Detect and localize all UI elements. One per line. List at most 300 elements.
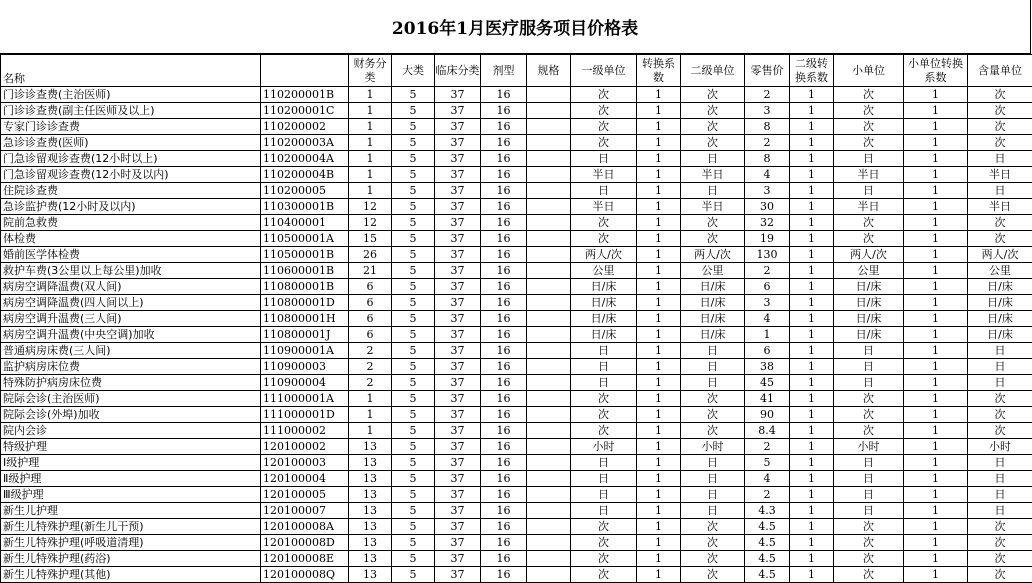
column-header: 转换系数 — [637, 55, 681, 87]
table-cell: 次 — [968, 423, 1032, 439]
table-cell: 37 — [435, 359, 481, 375]
table-cell: 次 — [968, 119, 1032, 135]
table-cell: 1 — [790, 503, 834, 519]
table-cell: 1 — [790, 199, 834, 215]
table-cell: 1 — [637, 439, 681, 455]
table-cell: 5 — [392, 439, 435, 455]
table-cell: 5 — [392, 503, 435, 519]
table-cell: 次 — [834, 119, 904, 135]
table-cell: 门急诊留观诊查费(12小时以上) — [1, 151, 261, 167]
page-title: 2016年1月医疗服务项目价格表 — [0, 0, 1031, 54]
table-cell: 日 — [571, 183, 637, 199]
table-cell: 1 — [790, 439, 834, 455]
table-cell: 110200001B — [261, 87, 349, 103]
table-cell: 日 — [834, 471, 904, 487]
table-cell: 1 — [904, 103, 968, 119]
table-cell: 急诊诊查费(医师) — [1, 135, 261, 151]
table-cell: 1 — [790, 183, 834, 199]
table-cell: 16 — [481, 455, 527, 471]
table-cell: 次 — [571, 519, 637, 535]
table-row — [1, 567, 1032, 583]
table-cell: 110800001D — [261, 295, 349, 311]
table-cell: 1 — [349, 119, 392, 135]
table-cell — [527, 215, 571, 231]
table-cell: 1 — [790, 343, 834, 359]
table-cell: 130 — [745, 247, 790, 263]
table-cell: 21 — [349, 263, 392, 279]
table-cell: 120100007 — [261, 503, 349, 519]
table-cell: 37 — [435, 455, 481, 471]
column-header: 小单位转换系数 — [904, 55, 968, 87]
table-cell: 日 — [968, 343, 1032, 359]
table-cell: 1 — [637, 215, 681, 231]
table-cell: 日/床 — [681, 295, 745, 311]
table-cell: 41 — [745, 391, 790, 407]
table-cell: 5 — [392, 327, 435, 343]
table-cell: 日 — [968, 151, 1032, 167]
table-cell: 日/床 — [834, 327, 904, 343]
table-cell: 1 — [904, 215, 968, 231]
table-cell: 1 — [904, 423, 968, 439]
column-header: 含量单位 — [968, 55, 1032, 87]
table-cell: 5 — [392, 135, 435, 151]
table-cell — [527, 119, 571, 135]
table-row — [1, 423, 1032, 439]
table-cell: 1 — [904, 391, 968, 407]
table-cell: 次 — [681, 535, 745, 551]
table-cell: 1 — [790, 471, 834, 487]
table-cell: 1 — [637, 87, 681, 103]
table-cell: 16 — [481, 103, 527, 119]
table-cell: 110400001 — [261, 215, 349, 231]
table-cell — [527, 455, 571, 471]
table-cell: 2 — [745, 87, 790, 103]
table-cell: 120100008E — [261, 551, 349, 567]
table-cell: 1 — [637, 343, 681, 359]
table-cell: 日/床 — [571, 327, 637, 343]
table-cell: 6 — [349, 295, 392, 311]
table-cell: 次 — [571, 391, 637, 407]
table-cell: 37 — [435, 503, 481, 519]
table-cell: 1 — [637, 551, 681, 567]
table-cell: 日 — [834, 455, 904, 471]
table-cell: 半日 — [681, 199, 745, 215]
table-cell: 1 — [904, 327, 968, 343]
table-cell: 日 — [571, 151, 637, 167]
table-cell: 日 — [571, 359, 637, 375]
table-cell: 5 — [745, 455, 790, 471]
table-cell: 次 — [834, 215, 904, 231]
table-cell: 37 — [435, 215, 481, 231]
table-cell: 次 — [681, 215, 745, 231]
table-cell: 90 — [745, 407, 790, 423]
table-cell: 5 — [392, 103, 435, 119]
table-cell: 日 — [681, 487, 745, 503]
table-cell: 16 — [481, 519, 527, 535]
table-cell: 1 — [349, 183, 392, 199]
table-row — [1, 503, 1032, 519]
table-cell: 1 — [904, 311, 968, 327]
table-cell: 半日 — [834, 199, 904, 215]
table-cell: 37 — [435, 391, 481, 407]
table-cell: 37 — [435, 119, 481, 135]
column-header: 一级单位 — [571, 55, 637, 87]
table-cell: 日/床 — [968, 279, 1032, 295]
table-cell: 110500001B — [261, 247, 349, 263]
table-cell: 急诊监护费(12小时及以内) — [1, 199, 261, 215]
table-cell: 37 — [435, 263, 481, 279]
table-cell: 1 — [349, 103, 392, 119]
table-row — [1, 279, 1032, 295]
table-cell: 37 — [435, 439, 481, 455]
table-cell: 110200001C — [261, 103, 349, 119]
table-cell: 6 — [745, 343, 790, 359]
table-cell: 13 — [349, 503, 392, 519]
table-cell: 16 — [481, 487, 527, 503]
table-row — [1, 471, 1032, 487]
table-cell: 日 — [968, 503, 1032, 519]
table-cell: 37 — [435, 471, 481, 487]
table-cell: 1 — [904, 535, 968, 551]
table-cell: 120100004 — [261, 471, 349, 487]
table-cell: 1 — [349, 135, 392, 151]
table-cell: 13 — [349, 455, 392, 471]
table-cell — [527, 391, 571, 407]
table-cell: 次 — [681, 119, 745, 135]
table-cell: 5 — [392, 119, 435, 135]
table-cell: 1 — [637, 199, 681, 215]
table-cell: 110200002 — [261, 119, 349, 135]
table-cell: 新生儿护理 — [1, 503, 261, 519]
table-cell: 1 — [790, 87, 834, 103]
table-cell: 次 — [571, 215, 637, 231]
table-cell: 1 — [790, 263, 834, 279]
table-cell: 普通病房床费(三人间) — [1, 343, 261, 359]
table-cell: 110600001B — [261, 263, 349, 279]
table-cell: 1 — [790, 391, 834, 407]
table-cell: 16 — [481, 551, 527, 567]
table-cell — [527, 423, 571, 439]
table-cell: 5 — [392, 215, 435, 231]
table-cell — [527, 199, 571, 215]
table-cell: 日 — [834, 503, 904, 519]
table-cell: 26 — [349, 247, 392, 263]
table-cell: 次 — [681, 87, 745, 103]
table-cell — [527, 519, 571, 535]
table-cell: 5 — [392, 151, 435, 167]
table-cell: 1 — [790, 407, 834, 423]
table-cell: 1 — [790, 119, 834, 135]
table-cell: 公里 — [681, 263, 745, 279]
table-cell: 2 — [745, 135, 790, 151]
table-cell: 16 — [481, 183, 527, 199]
table-row — [1, 359, 1032, 375]
table-cell: 日/床 — [681, 327, 745, 343]
table-cell: 120100003 — [261, 455, 349, 471]
table-cell: 日/床 — [834, 311, 904, 327]
table-cell: 1 — [637, 151, 681, 167]
table-cell: 次 — [968, 519, 1032, 535]
table-cell: Ⅲ级护理 — [1, 487, 261, 503]
table-cell: 37 — [435, 199, 481, 215]
table-cell: 1 — [349, 423, 392, 439]
table-cell — [527, 103, 571, 119]
table-cell: 1 — [637, 167, 681, 183]
table-row — [1, 151, 1032, 167]
table-cell: 次 — [968, 567, 1032, 583]
table-row — [1, 327, 1032, 343]
table-cell: 5 — [392, 375, 435, 391]
table-row — [1, 135, 1032, 151]
column-header: 名称 — [1, 55, 261, 87]
table-cell: 1 — [790, 455, 834, 471]
table-cell: 16 — [481, 471, 527, 487]
table-cell: 110900003 — [261, 359, 349, 375]
table-cell: 16 — [481, 119, 527, 135]
table-cell: 4.5 — [745, 519, 790, 535]
table-cell: 37 — [435, 535, 481, 551]
table-cell: 37 — [435, 231, 481, 247]
table-cell — [527, 231, 571, 247]
table-cell: 日 — [968, 455, 1032, 471]
table-cell: 1 — [349, 167, 392, 183]
table-cell: 120100008Q — [261, 567, 349, 583]
table-row — [1, 519, 1032, 535]
table-cell: 1 — [637, 535, 681, 551]
table-cell: 日 — [834, 359, 904, 375]
table-cell: Ⅰ级护理 — [1, 455, 261, 471]
table-cell: 1 — [904, 135, 968, 151]
table-cell: 16 — [481, 535, 527, 551]
table-cell: 1 — [904, 183, 968, 199]
table-cell: 特殊防护病房床位费 — [1, 375, 261, 391]
table-cell: 1 — [637, 519, 681, 535]
column-header: 大类 — [392, 55, 435, 87]
table-cell: 5 — [392, 167, 435, 183]
table-cell: 6 — [349, 311, 392, 327]
table-cell: 1 — [637, 183, 681, 199]
table-cell: 次 — [571, 87, 637, 103]
table-row — [1, 199, 1032, 215]
table-cell: 37 — [435, 423, 481, 439]
table-cell: 1 — [637, 391, 681, 407]
table-cell: 37 — [435, 247, 481, 263]
table-cell: 19 — [745, 231, 790, 247]
table-cell: 4 — [745, 471, 790, 487]
table-cell: 半日 — [968, 167, 1032, 183]
table-cell — [527, 487, 571, 503]
table-cell: 日/床 — [571, 279, 637, 295]
table-row — [1, 551, 1032, 567]
table-row — [1, 119, 1032, 135]
table-cell: 13 — [349, 439, 392, 455]
table-cell: 110300001B — [261, 199, 349, 215]
table-cell — [527, 359, 571, 375]
table-cell: 110200003A — [261, 135, 349, 151]
table-cell: 特级护理 — [1, 439, 261, 455]
table-cell: 5 — [392, 231, 435, 247]
table-cell: 日 — [968, 471, 1032, 487]
table-cell: 1 — [790, 215, 834, 231]
table-cell: 次 — [571, 231, 637, 247]
table-cell: 监护病房床位费 — [1, 359, 261, 375]
table-cell — [527, 279, 571, 295]
table-cell: 110900004 — [261, 375, 349, 391]
table-cell: 120100005 — [261, 487, 349, 503]
table-cell: 次 — [968, 135, 1032, 151]
table-cell: 1 — [637, 407, 681, 423]
table-cell: 新生儿特殊护理(其他) — [1, 567, 261, 583]
table-cell: 日/床 — [681, 311, 745, 327]
table-row — [1, 247, 1032, 263]
table-cell: 16 — [481, 215, 527, 231]
table-cell: 1 — [904, 519, 968, 535]
column-header: 二级单位 — [681, 55, 745, 87]
table-cell: 1 — [349, 391, 392, 407]
table-cell: 4.3 — [745, 503, 790, 519]
table-cell: 日/床 — [968, 327, 1032, 343]
table-cell: 日 — [681, 183, 745, 199]
table-cell: 日 — [681, 359, 745, 375]
column-header: 二级转换系数 — [790, 55, 834, 87]
table-cell: 救护车费(3公里以上每公里)加收 — [1, 263, 261, 279]
table-cell: 次 — [834, 135, 904, 151]
table-cell: 8 — [745, 119, 790, 135]
table-cell: 16 — [481, 263, 527, 279]
table-cell: 32 — [745, 215, 790, 231]
table-cell: 两人/次 — [681, 247, 745, 263]
column-header: 零售价 — [745, 55, 790, 87]
table-cell — [527, 135, 571, 151]
table-cell: 1 — [790, 359, 834, 375]
table-cell: 37 — [435, 327, 481, 343]
table-cell: 1 — [904, 247, 968, 263]
table-cell: 日 — [968, 359, 1032, 375]
table-cell: 专家门诊诊查费 — [1, 119, 261, 135]
table-cell: 日 — [571, 343, 637, 359]
table-cell: 次 — [834, 407, 904, 423]
table-cell: 1 — [637, 375, 681, 391]
table-cell: 5 — [392, 407, 435, 423]
table-cell: 1 — [790, 327, 834, 343]
table-cell: 1 — [637, 247, 681, 263]
table-row — [1, 215, 1032, 231]
table-cell: 次 — [681, 135, 745, 151]
table-cell: 5 — [392, 567, 435, 583]
table-cell: 5 — [392, 487, 435, 503]
table-cell: 两人/次 — [571, 247, 637, 263]
table-cell: 5 — [392, 247, 435, 263]
table-cell: 日 — [968, 375, 1032, 391]
table-cell: 4.5 — [745, 551, 790, 567]
table-cell: 37 — [435, 103, 481, 119]
table-cell: 次 — [834, 567, 904, 583]
table-cell: 次 — [834, 535, 904, 551]
table-cell: 1 — [904, 295, 968, 311]
table-cell: 1 — [790, 487, 834, 503]
table-row — [1, 455, 1032, 471]
table-cell: 日/床 — [681, 279, 745, 295]
table-cell: 1 — [745, 327, 790, 343]
table-cell: 37 — [435, 551, 481, 567]
table-cell: 1 — [790, 279, 834, 295]
table-cell: 半日 — [571, 167, 637, 183]
table-cell: 13 — [349, 551, 392, 567]
table-cell: 日/床 — [834, 279, 904, 295]
table-cell: 日 — [571, 455, 637, 471]
table-cell: 1 — [637, 231, 681, 247]
table-cell: 门诊诊查费(副主任医师及以上) — [1, 103, 261, 119]
table-cell: 37 — [435, 487, 481, 503]
table-cell: 次 — [571, 423, 637, 439]
table-cell: 婚前医学体检费 — [1, 247, 261, 263]
table-cell: 次 — [834, 519, 904, 535]
table-cell: 37 — [435, 375, 481, 391]
table-cell: 110500001A — [261, 231, 349, 247]
table-cell: 1 — [904, 471, 968, 487]
table-cell: 111000002 — [261, 423, 349, 439]
table-row — [1, 87, 1032, 103]
table-cell: 日 — [681, 151, 745, 167]
column-header — [261, 55, 349, 87]
table-cell — [527, 247, 571, 263]
table-cell: 37 — [435, 567, 481, 583]
table-cell: 次 — [681, 407, 745, 423]
table-cell: 120100008A — [261, 519, 349, 535]
table-cell: 1 — [904, 87, 968, 103]
table-cell: 37 — [435, 311, 481, 327]
table-cell: 1 — [637, 119, 681, 135]
table-cell: 1 — [790, 423, 834, 439]
table-cell: 公里 — [968, 263, 1032, 279]
table-cell: 5 — [392, 519, 435, 535]
table-cell: 110200004B — [261, 167, 349, 183]
table-cell: 111000001A — [261, 391, 349, 407]
table-cell: 次 — [681, 567, 745, 583]
table-cell: 4.5 — [745, 535, 790, 551]
table-cell: 13 — [349, 567, 392, 583]
table-row — [1, 231, 1032, 247]
table-cell: 日 — [571, 487, 637, 503]
table-cell: 5 — [392, 311, 435, 327]
table-cell: 次 — [571, 407, 637, 423]
table-cell: 日 — [834, 183, 904, 199]
table-cell: 体检费 — [1, 231, 261, 247]
column-header: 小单位 — [834, 55, 904, 87]
table-cell — [527, 87, 571, 103]
table-cell: 次 — [681, 519, 745, 535]
table-cell: 院前急救费 — [1, 215, 261, 231]
table-cell: 日 — [968, 487, 1032, 503]
table-cell: 次 — [834, 423, 904, 439]
table-cell: 37 — [435, 407, 481, 423]
table-cell: 1 — [904, 439, 968, 455]
table-cell: 日 — [571, 471, 637, 487]
table-cell: 病房空调降温费(四人间以上) — [1, 295, 261, 311]
table-cell: 6 — [745, 279, 790, 295]
column-header: 财务分类 — [349, 55, 392, 87]
table-cell: 次 — [834, 391, 904, 407]
table-row — [1, 183, 1032, 199]
table-cell — [527, 151, 571, 167]
table-cell: 2 — [745, 439, 790, 455]
table-cell: 3 — [745, 183, 790, 199]
table-cell: 1 — [790, 167, 834, 183]
table-cell — [527, 183, 571, 199]
table-cell: 新生儿特殊护理(新生儿干预) — [1, 519, 261, 535]
table-cell: 2 — [745, 263, 790, 279]
table-cell: 小时 — [571, 439, 637, 455]
